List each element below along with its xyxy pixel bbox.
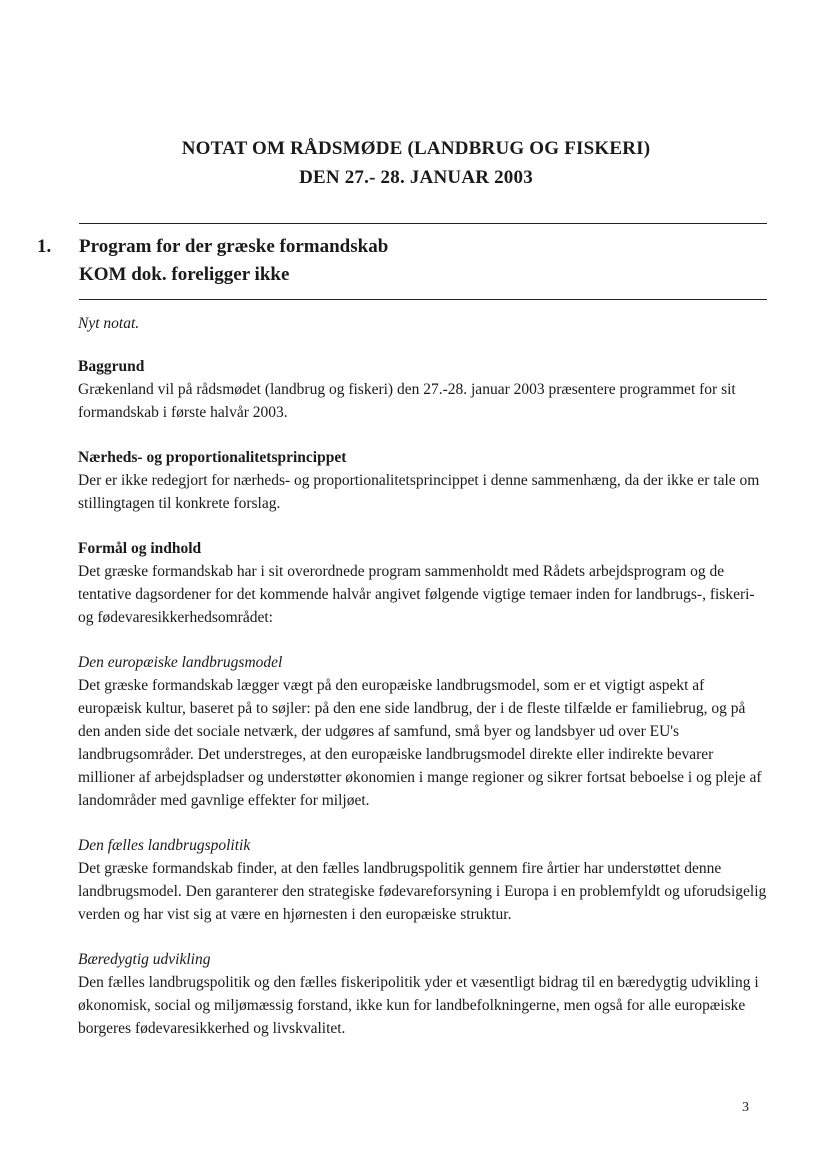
section-baggrund (78, 355, 768, 424)
item-heading (79, 233, 388, 289)
section-heading: Baggrund (78, 358, 145, 375)
subsection-heading: Den europæiske landbrugsmodel (78, 654, 283, 671)
document-title (0, 134, 832, 192)
section-formaal (78, 537, 768, 629)
document-body (78, 312, 768, 1062)
subsection-heading: Den fælles landbrugspolitik (78, 837, 251, 854)
item-heading-line-1: Program for der græske formandskab (79, 236, 389, 257)
subsection-text: Den fælles landbrugspolitik og den fælles fiskeripolitik yder et væsentligt bidrag til en bæredygtig udvikling i økonomisk, social og miljømæssig forstand, ikke kun for landbefolkningerne, men også for alle europæiske borgeres fødevaresikkerhed og livskvalitet. (78, 974, 759, 1037)
subsection-text: Det græske formandskab finder, at den fælles landbrugspolitik gennem fire årtier har understøttet denne landbrugsmodel. Den garanterer den strategiske fødevareforsyning i Europa i en problemfyldt og uforudsigelig verden og har vist sig at være en hjørnesten i den europæiske struktur. (78, 860, 767, 923)
subsection-heading: Bæredygtig udvikling (78, 951, 211, 968)
title-line-2: DEN 27.- 28. JANUAR 2003 (299, 167, 533, 188)
top-divider (79, 223, 767, 224)
subsection-baeredygtig (78, 948, 768, 1040)
section-text: Der er ikke redegjort for nærheds- og proportionalitetsprincippet i denne sammenhæng, da der ikke er tale om stillingtagen til konkrete forslag. (78, 472, 760, 512)
subsection-landbrugspolitik (78, 834, 768, 926)
subsection-landbrugsmodel (78, 651, 768, 812)
item-number: 1. (37, 236, 52, 257)
item-heading-line-2: KOM dok. foreligger ikke (79, 264, 290, 285)
section-naerhed (78, 446, 768, 515)
note-text: Nyt notat. (78, 315, 140, 332)
section-text: Grækenland vil på rådsmødet (landbrug og fiskeri) den 27.-28. januar 2003 præsentere programmet for sit formandskab i første halvår 2003. (78, 381, 736, 421)
section-text: Det græske formandskab har i sit overordnede program sammenholdt med Rådets arbejdsprogram og de tentative dagsordener for det kommende halvår angivet følgende vigtige temaer inden for landbrugs-, fiskeri- og fødevaresikkerhedsområdet: (78, 563, 755, 626)
subsection-text: Det græske formandskab lægger vægt på den europæiske landbrugsmodel, som er et vigtigt aspekt af europæisk kultur, baseret på to søjler: på den ene side landbrug, der i de fleste tilfælde er familiebrug, og på den anden side det sociale netværk, der udgøres af samfund, små byer og landsbyer ud over EU's landbrugsområder. Det understreges, at den europæiske landbrugsmodel direkte eller indirekte bevarer millioner af arbejdspladser og understøtter økonomien i mange regioner og sikrer fortsat beboelse i og pleje af landområder med gavnlige effekter for miljøet. (78, 677, 762, 809)
page-number: 3 (742, 1100, 749, 1115)
section-heading: Nærheds- og proportionalitetsprincippet (78, 449, 347, 466)
title-line-1: NOTAT OM RÅDSMØDE (LANDBRUG OG FISKERI) (181, 138, 651, 159)
section-heading: Formål og indhold (78, 540, 202, 557)
bottom-divider (79, 299, 767, 300)
